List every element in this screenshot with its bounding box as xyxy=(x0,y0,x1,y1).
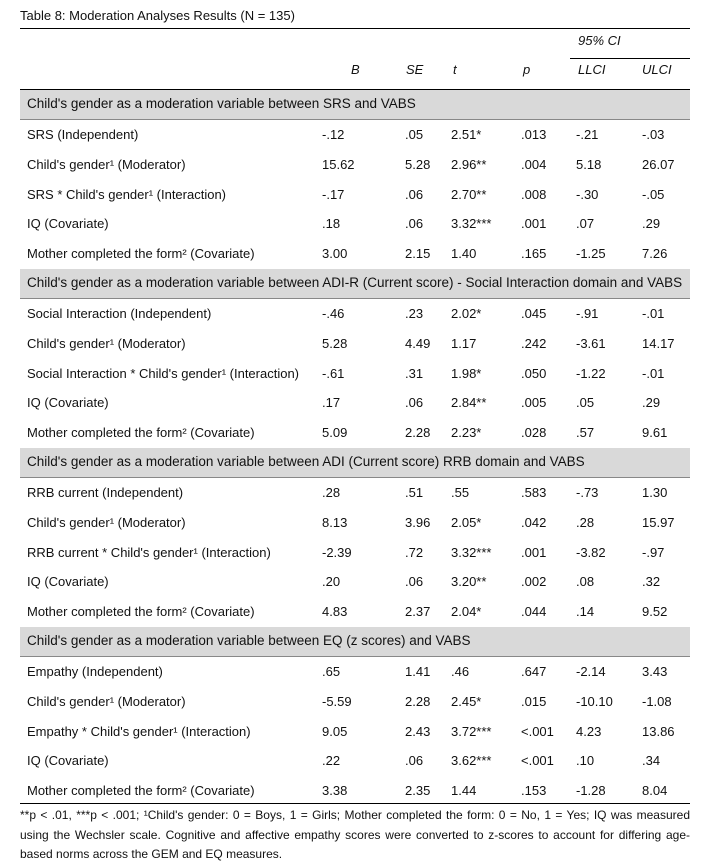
cell-llci: -.91 xyxy=(576,305,599,321)
cell-p: <.001 xyxy=(521,723,554,739)
cell-b: .18 xyxy=(322,216,341,232)
results-table-body xyxy=(20,89,690,806)
cell-p: .583 xyxy=(521,484,547,500)
cell-label: IQ (Covariate) xyxy=(27,216,109,232)
cell-label: Mother completed the form² (Covariate) xyxy=(27,425,255,441)
cell-se: 3.96 xyxy=(405,514,431,530)
cell-p: .647 xyxy=(521,663,547,679)
cell-label: Child's gender¹ (Moderator) xyxy=(27,514,186,530)
table-row xyxy=(20,717,690,747)
cell-label: IQ (Covariate) xyxy=(27,395,109,411)
cell-llci: -1.22 xyxy=(576,365,606,381)
table-row xyxy=(20,209,690,239)
table-row xyxy=(20,687,690,717)
cell-t: .46 xyxy=(451,663,470,679)
cell-p: .002 xyxy=(521,574,547,590)
table-row xyxy=(20,776,690,806)
cell-llci: .57 xyxy=(576,425,595,441)
cell-ulci: .29 xyxy=(642,395,661,411)
cell-ulci: .32 xyxy=(642,574,661,590)
cell-t: 3.20** xyxy=(451,574,487,590)
cell-t: 1.17 xyxy=(451,335,477,351)
section-header: Child's gender as a moderation variable between SRS and VABS xyxy=(20,90,690,120)
cell-t: 2.05* xyxy=(451,514,482,530)
cell-p: <.001 xyxy=(521,753,554,769)
cell-llci: -.73 xyxy=(576,484,599,500)
cell-b: .65 xyxy=(322,663,341,679)
cell-label: SRS * Child's gender¹ (Interaction) xyxy=(27,186,227,202)
section-header: Child's gender as a moderation variable between EQ (z scores) and VABS xyxy=(20,627,690,657)
cell-b: .17 xyxy=(322,395,341,411)
cell-t: 3.32*** xyxy=(451,216,492,232)
cell-p: .050 xyxy=(521,365,547,381)
cell-ulci: 9.61 xyxy=(642,425,668,441)
cell-label: RRB current * Child's gender¹ (Interaction) xyxy=(27,544,271,560)
cell-t: 3.32*** xyxy=(451,544,492,560)
cell-se: 2.28 xyxy=(405,693,431,709)
cell-t: 1.44 xyxy=(451,783,477,799)
cell-t: 1.98* xyxy=(451,365,482,381)
cell-t: 3.62*** xyxy=(451,753,492,769)
cell-llci: 5.18 xyxy=(576,156,602,172)
cell-ulci: 8.04 xyxy=(642,783,668,799)
table-row xyxy=(20,239,690,269)
table-row xyxy=(20,329,690,359)
header-b: B xyxy=(351,62,360,77)
cell-b: 9.05 xyxy=(322,723,348,739)
cell-ulci: .34 xyxy=(642,753,661,769)
cell-ulci: 7.26 xyxy=(642,246,668,262)
cell-llci: .10 xyxy=(576,753,595,769)
table-row xyxy=(20,359,690,389)
cell-t: 2.51* xyxy=(451,127,482,142)
cell-ulci: -.03 xyxy=(642,127,665,142)
cell-llci: -1.28 xyxy=(576,783,606,799)
cell-p: .045 xyxy=(521,305,547,321)
cell-label: IQ (Covariate) xyxy=(27,753,109,769)
table-bottom-rule xyxy=(20,803,690,804)
cell-label: Mother completed the form² (Covariate) xyxy=(27,246,255,262)
cell-p: .042 xyxy=(521,514,547,530)
cell-se: 2.37 xyxy=(405,604,431,620)
cell-ulci: -1.08 xyxy=(642,693,672,709)
table-row xyxy=(20,150,690,180)
cell-b: 5.28 xyxy=(322,335,348,351)
cell-ulci: -.05 xyxy=(642,186,665,202)
table-row xyxy=(20,180,690,210)
cell-b: 8.13 xyxy=(322,514,348,530)
cell-llci: -2.14 xyxy=(576,663,606,679)
table-row xyxy=(20,657,690,687)
cell-llci: -.21 xyxy=(576,127,599,142)
cell-llci: -10.10 xyxy=(576,693,613,709)
header-ulci: ULCI xyxy=(642,62,672,77)
cell-llci: .05 xyxy=(576,395,595,411)
cell-ulci: -.01 xyxy=(642,305,665,321)
cell-label: Social Interaction (Independent) xyxy=(27,305,212,321)
cell-p: .153 xyxy=(521,783,547,799)
cell-llci: -3.61 xyxy=(576,335,606,351)
cell-se: 2.28 xyxy=(405,425,431,441)
table-row xyxy=(20,508,690,538)
cell-se: .72 xyxy=(405,544,424,560)
table-row xyxy=(20,120,690,150)
cell-b: 4.83 xyxy=(322,604,348,620)
cell-b: .20 xyxy=(322,574,341,590)
cell-label: Mother completed the form² (Covariate) xyxy=(27,604,255,620)
table-row xyxy=(20,538,690,568)
ci-rule xyxy=(570,58,690,59)
cell-t: 2.84** xyxy=(451,395,487,411)
cell-label: RRB current (Independent) xyxy=(27,484,184,500)
cell-b: -.46 xyxy=(322,305,345,321)
header-llci: LLCI xyxy=(578,62,606,77)
cell-se: .06 xyxy=(405,753,424,769)
cell-b: .22 xyxy=(322,753,341,769)
cell-label: Child's gender¹ (Moderator) xyxy=(27,335,186,351)
cell-se: 5.28 xyxy=(405,156,431,172)
cell-p: .015 xyxy=(521,693,547,709)
cell-t: 2.23* xyxy=(451,425,482,441)
cell-llci: -.30 xyxy=(576,186,599,202)
cell-label: Child's gender¹ (Moderator) xyxy=(27,693,186,709)
cell-ulci: 14.17 xyxy=(642,335,675,351)
cell-ulci: 26.07 xyxy=(642,156,675,172)
cell-ulci: 13.86 xyxy=(642,723,675,739)
section-header: Child's gender as a moderation variable between ADI-R (Current score) - Social Interaction domain and VABS xyxy=(20,269,690,299)
cell-p: .005 xyxy=(521,395,547,411)
cell-b: 15.62 xyxy=(322,156,355,172)
cell-ulci: 1.30 xyxy=(642,484,668,500)
cell-b: -2.39 xyxy=(322,544,352,560)
cell-p: .001 xyxy=(521,216,547,232)
table-row xyxy=(20,597,690,627)
cell-p: .028 xyxy=(521,425,547,441)
cell-label: IQ (Covariate) xyxy=(27,574,109,590)
cell-p: .013 xyxy=(521,127,547,142)
cell-b: -.61 xyxy=(322,365,345,381)
cell-se: .23 xyxy=(405,305,424,321)
cell-llci: .08 xyxy=(576,574,595,590)
table-caption: Table 8: Moderation Analyses Results (N = 135) xyxy=(20,8,295,23)
cell-label: Empathy (Independent) xyxy=(27,663,163,679)
cell-se: 1.41 xyxy=(405,663,431,679)
cell-ulci: -.97 xyxy=(642,544,665,560)
cell-label: Social Interaction * Child's gender¹ (Interaction) xyxy=(27,365,300,381)
cell-t: 3.72*** xyxy=(451,723,492,739)
cell-p: .044 xyxy=(521,604,547,620)
table-row xyxy=(20,299,690,329)
cell-t: 2.45* xyxy=(451,693,482,709)
cell-t: .55 xyxy=(451,484,470,500)
cell-se: .31 xyxy=(405,365,424,381)
header-p: p xyxy=(523,62,531,77)
cell-se: .06 xyxy=(405,216,424,232)
cell-ulci: .29 xyxy=(642,216,661,232)
ci-header: 95% CI xyxy=(578,33,621,48)
cell-se: 2.43 xyxy=(405,723,431,739)
table-row xyxy=(20,418,690,448)
cell-se: 2.35 xyxy=(405,783,431,799)
cell-b: -5.59 xyxy=(322,693,352,709)
table-row xyxy=(20,388,690,418)
cell-b: -.17 xyxy=(322,186,345,202)
table-row xyxy=(20,567,690,597)
cell-label: Child's gender¹ (Moderator) xyxy=(27,156,186,172)
table-row xyxy=(20,478,690,508)
cell-b: -.12 xyxy=(322,127,345,142)
cell-se: .05 xyxy=(405,127,424,142)
cell-llci: 4.23 xyxy=(576,723,602,739)
cell-t: 2.70** xyxy=(451,186,487,202)
cell-p: .004 xyxy=(521,156,547,172)
cell-b: 3.38 xyxy=(322,783,348,799)
cell-p: .242 xyxy=(521,335,547,351)
cell-se: .06 xyxy=(405,574,424,590)
cell-llci: .28 xyxy=(576,514,595,530)
cell-t: 1.40 xyxy=(451,246,477,262)
cell-llci: .14 xyxy=(576,604,595,620)
cell-se: 2.15 xyxy=(405,246,431,262)
cell-p: .008 xyxy=(521,186,547,202)
cell-b: 5.09 xyxy=(322,425,348,441)
table-row xyxy=(20,746,690,776)
cell-label: Mother completed the form² (Covariate) xyxy=(27,783,255,799)
table-note: **p < .01, ***p < .001; ¹Child's gender: 0 = Boys, 1 = Girls; Mother completed the form: 0 = No, 1 = Yes; IQ was measured using the Wechsler scale. Cognitive and affective empathy scores were converted to z-scores to account for differing age-based norms across the GEM and EQ measures. xyxy=(20,808,690,861)
cell-t: 2.04* xyxy=(451,604,482,620)
cell-ulci: 3.43 xyxy=(642,663,668,679)
cell-se: 4.49 xyxy=(405,335,431,351)
header-t: t xyxy=(453,62,457,77)
header-se: SE xyxy=(406,62,424,77)
cell-se: .51 xyxy=(405,484,424,500)
cell-llci: .07 xyxy=(576,216,595,232)
cell-label: SRS (Independent) xyxy=(27,127,139,142)
cell-label: Empathy * Child's gender¹ (Interaction) xyxy=(27,723,251,739)
cell-b: .28 xyxy=(322,484,341,500)
cell-p: .001 xyxy=(521,544,547,560)
cell-ulci: 15.97 xyxy=(642,514,675,530)
cell-llci: -1.25 xyxy=(576,246,606,262)
cell-ulci: 9.52 xyxy=(642,604,668,620)
cell-se: .06 xyxy=(405,395,424,411)
cell-b: 3.00 xyxy=(322,246,348,262)
cell-llci: -3.82 xyxy=(576,544,606,560)
cell-se: .06 xyxy=(405,186,424,202)
cell-t: 2.02* xyxy=(451,305,482,321)
cell-p: .165 xyxy=(521,246,547,262)
table-top-rule xyxy=(20,28,690,29)
cell-t: 2.96** xyxy=(451,156,487,172)
section-header: Child's gender as a moderation variable between ADI (Current score) RRB domain and VABS xyxy=(20,448,690,478)
cell-ulci: -.01 xyxy=(642,365,665,381)
